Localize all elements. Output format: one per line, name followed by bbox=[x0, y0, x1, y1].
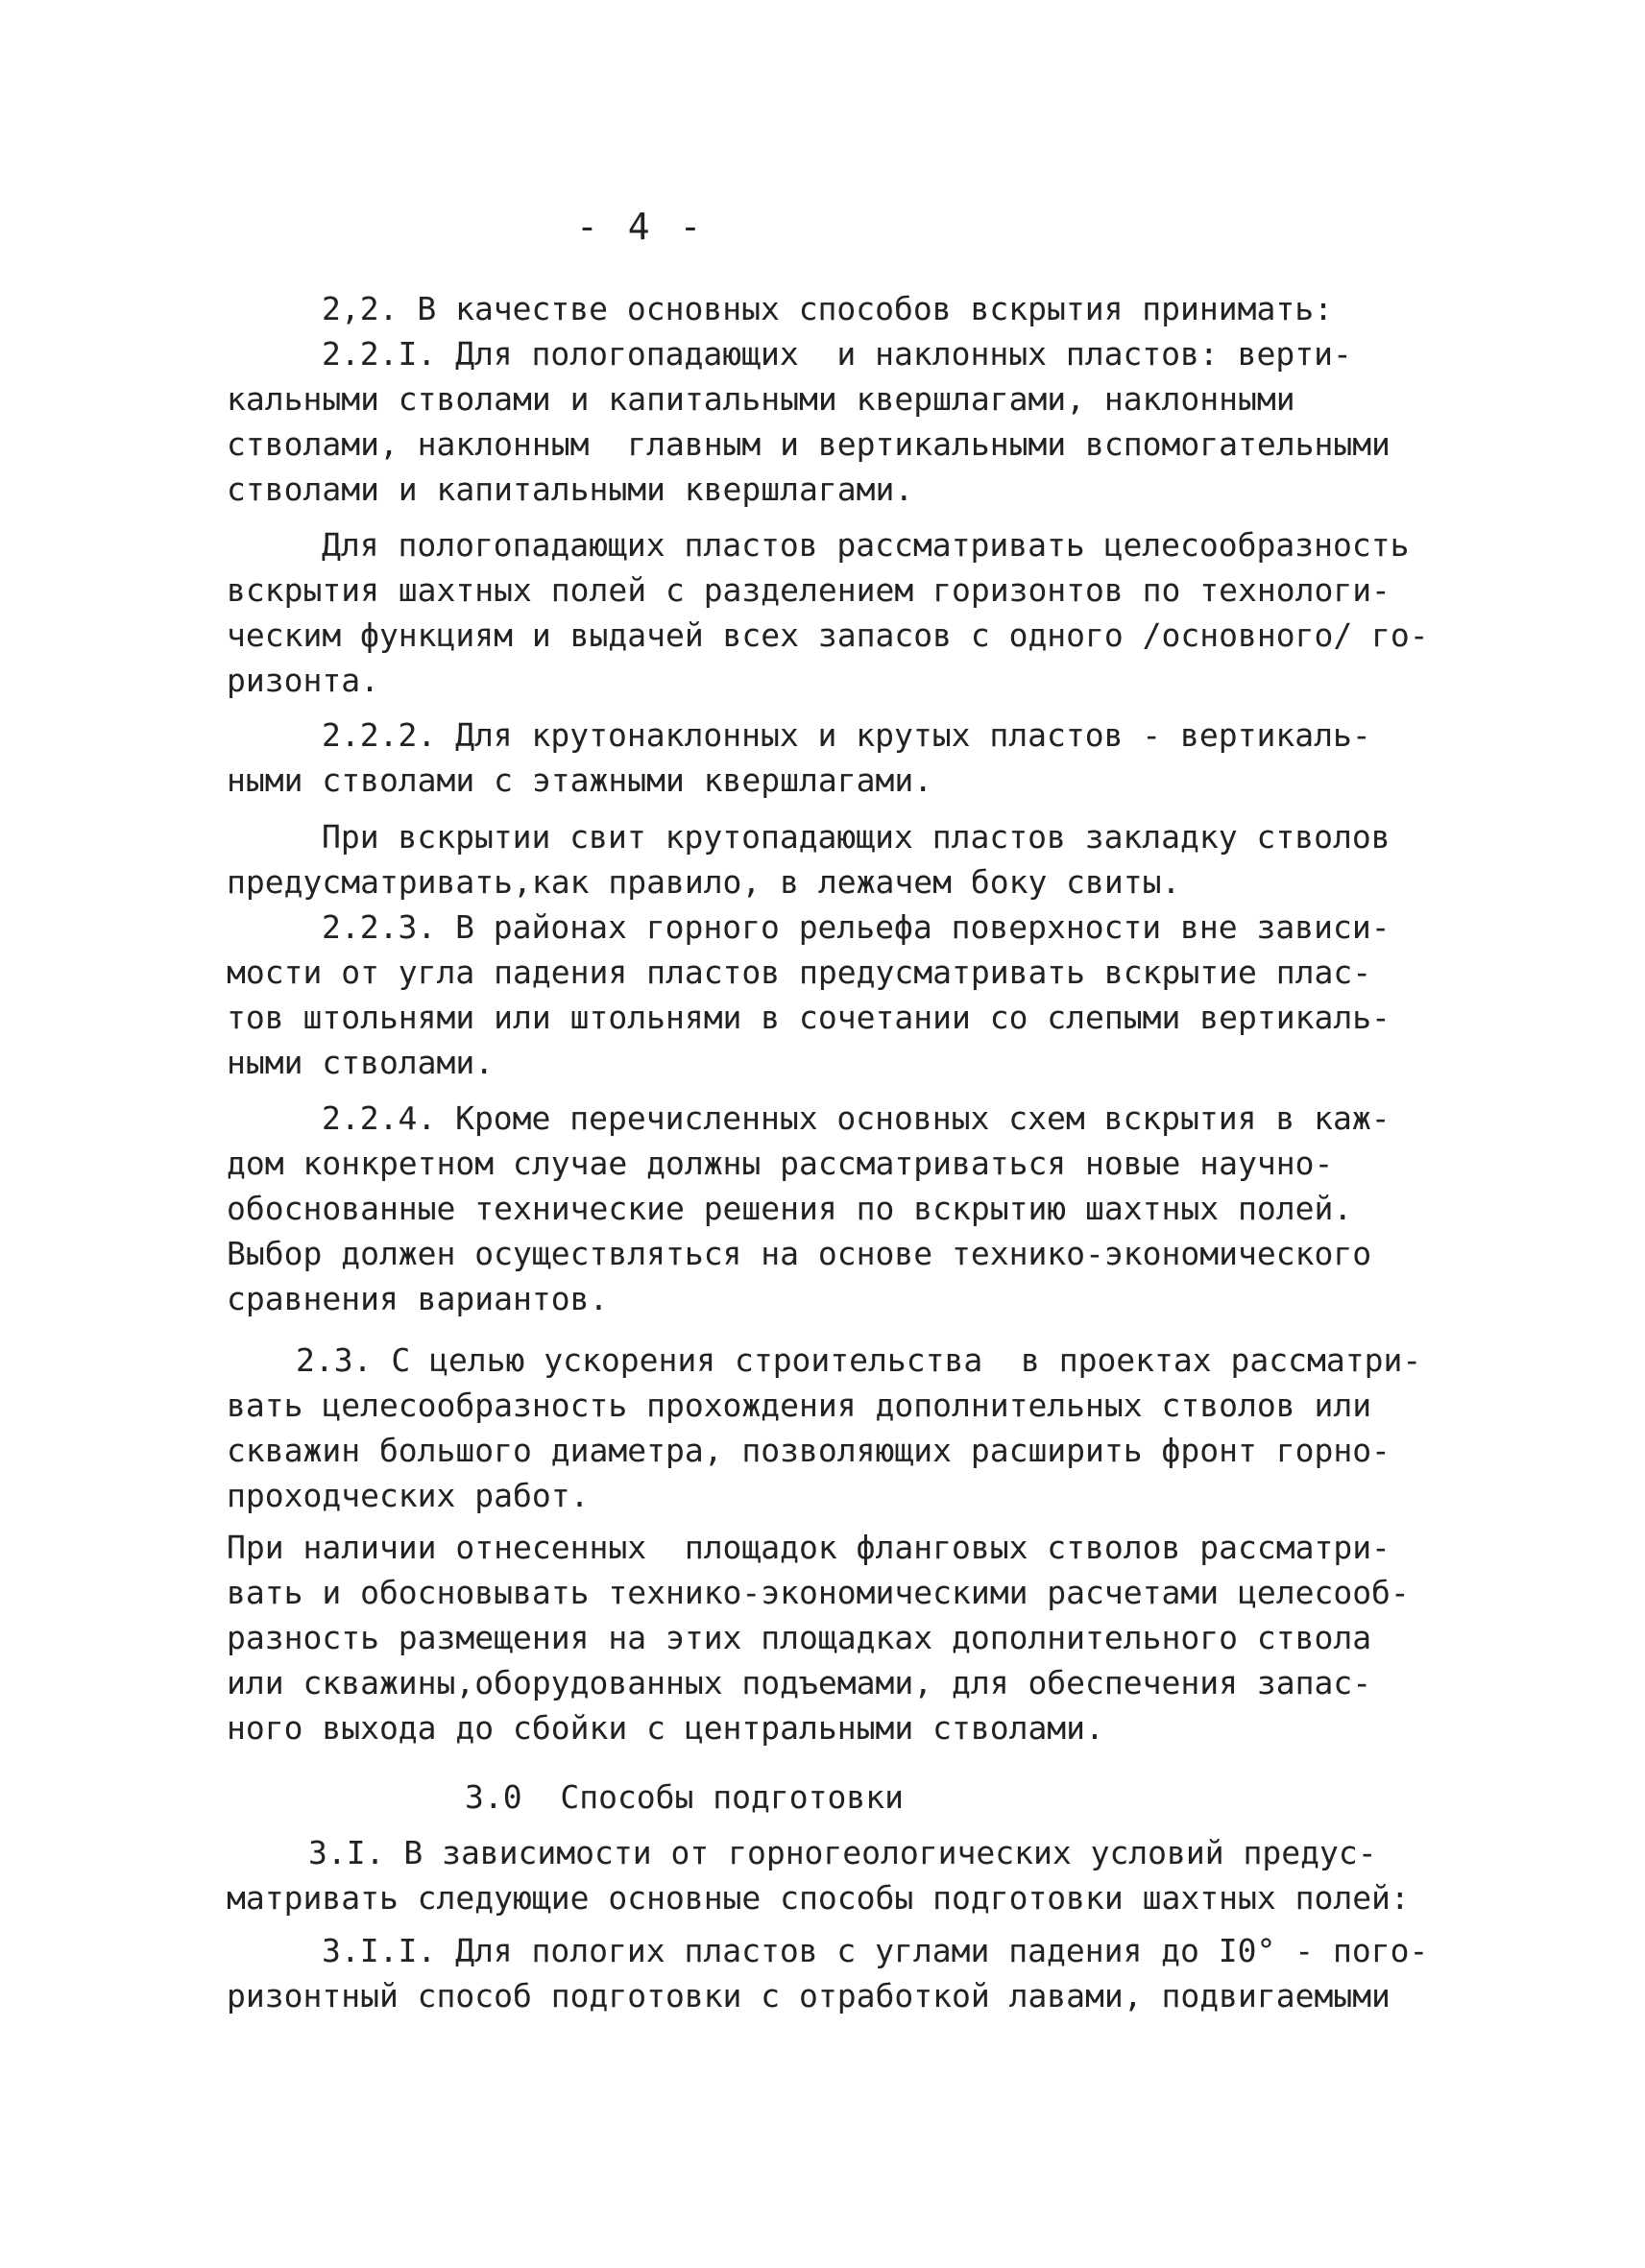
text-line: ными стволами. bbox=[227, 1044, 495, 1081]
text-line: мости от угла падения пластов предусматривать вскрытие плас- bbox=[227, 953, 1372, 991]
section-heading: 3.0 Способы подготовки bbox=[465, 1778, 904, 1816]
text-line: скважин большого диаметра, позволяющих расширить фронт горно- bbox=[227, 1432, 1391, 1469]
text-line: вскрытия шахтных полей с разделением горизонтов по технологи- bbox=[227, 571, 1391, 609]
text-line: 3.I.I. Для пологих пластов с углами падения до I0° - пого- bbox=[322, 1932, 1429, 1969]
text-line: стволами и капитальными квершлагами. bbox=[227, 470, 914, 508]
text-line: 2.2.4. Кроме перечисленных основных схем вскрытия в каж- bbox=[322, 1099, 1391, 1137]
text-line: или скважины,оборудованных подъемами, для обеспечения запас- bbox=[227, 1664, 1372, 1701]
text-line: предусматривать,как правило, в лежачем боку свиты. bbox=[227, 863, 1181, 901]
text-line: кальными стволами и капитальными квершлагами, наклонными bbox=[227, 380, 1295, 418]
text-line: вать целесообразность прохождения дополнительных стволов или bbox=[227, 1387, 1372, 1424]
text-line: 2.3. С целью ускорения строительства в проектах рассматри- bbox=[296, 1341, 1422, 1379]
text-line: 2,2. В качестве основных способов вскрытия принимать: bbox=[322, 290, 1333, 327]
text-line: сравнения вариантов. bbox=[227, 1280, 609, 1317]
text-line: разность размещения на этих площадках дополнительного ствола bbox=[227, 1619, 1372, 1656]
text-line: ного выхода до сбойки с центральными стволами. bbox=[227, 1709, 1104, 1747]
text-line: проходческих работ. bbox=[227, 1477, 590, 1514]
text-line: Выбор должен осуществляться на основе технико-экономического bbox=[227, 1235, 1372, 1272]
text-line: При вскрытии свит крутопадающих пластов закладку стволов bbox=[322, 818, 1391, 856]
text-line: обоснованные технические решения по вскрытию шахтных полей. bbox=[227, 1190, 1353, 1227]
text-line: матривать следующие основные способы подготовки шахтных полей: bbox=[227, 1879, 1410, 1917]
text-line: ными стволами с этажными квершлагами. bbox=[227, 761, 933, 799]
text-line: тов штольнями или штольнями в сочетании со слепыми вертикаль- bbox=[227, 999, 1391, 1036]
text-line: дом конкретном случае должны рассматриваться новые научно- bbox=[227, 1145, 1334, 1182]
text-line: 2.2.2. Для крутонаклонных и крутых пластов - вертикаль- bbox=[322, 716, 1371, 754]
text-line: ризонта. bbox=[227, 662, 379, 699]
text-line: вать и обосновывать технико-экономическими расчетами целесооб- bbox=[227, 1574, 1410, 1611]
text-line: 2.2.I. Для пологопадающих и наклонных пластов: верти- bbox=[322, 335, 1352, 373]
text-line: ризонтный способ подготовки с отработкой лавами, подвигаемыми bbox=[227, 1977, 1391, 2015]
text-line: При наличии отнесенных площадок фланговых стволов рассматри- bbox=[227, 1529, 1391, 1566]
text-line: 2.2.3. В районах горного рельефа поверхности вне зависи- bbox=[322, 908, 1391, 946]
text-line: ческим функциям и выдачей всех запасов с одного /основного/ го- bbox=[227, 616, 1429, 654]
text-line: 3.I. В зависимости от горногеологических условий предус- bbox=[308, 1834, 1377, 1871]
text-line: стволами, наклонным главным и вертикальными вспомогательными bbox=[227, 425, 1391, 463]
page-number: - 4 - bbox=[576, 205, 706, 248]
text-line: Для пологопадающих пластов рассматривать целесообразность bbox=[322, 526, 1410, 564]
